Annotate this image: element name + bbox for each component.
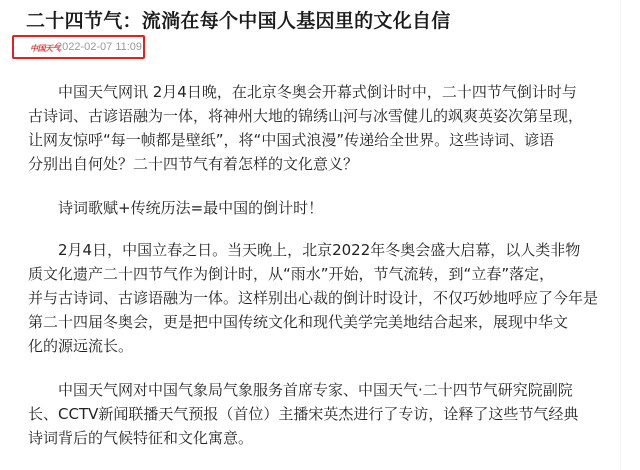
- paragraph-line: 长、CCTV新闻联播天气预报（首位）主播宋英杰进行了专访，诠释了这些节气经典: [28, 405, 579, 423]
- paragraph-line: 第二十四届冬奥会，更是把中国传统文化和现代美学完美地结合起来，展现中华文: [28, 313, 569, 331]
- article-paragraph: [28, 378, 603, 450]
- paragraph-line: 化的源远流长。: [28, 337, 134, 355]
- article-paragraph: [28, 238, 603, 358]
- paragraph-line: 古诗词、古谚语融为一体，将神州大地的锦绣山河与冰雪健儿的飒爽英姿次第呈现，: [28, 107, 584, 125]
- paragraph-line: 让网友惊呼“每一帧都是壁纸”，将“中国式浪漫”传递给全世界。这些诗词、谚语: [28, 131, 555, 149]
- article-paragraph: [28, 80, 603, 176]
- source-logo[interactable]: 中国天气: [30, 44, 60, 53]
- paragraph-line: 诗词背后的气候特征和文化寓意。: [28, 429, 254, 447]
- paragraph-line: 质文化遗产二十四节气作为倒计时，从“雨水”开始，节气流转，到“立春”落定，: [28, 265, 555, 283]
- paragraph-line: 并与古诗词、古谚语融为一体。这样别出心裁的倒计时设计，不仅巧妙地呼应了今年是: [28, 289, 599, 307]
- article-title: 二十四节气：流淌在每个中国人基因里的文化自信: [26, 10, 451, 32]
- paragraph-line: 中国天气网讯 2月4日晚，在北京冬奥会开幕式倒计时中，二十四节气倒计时与: [58, 83, 577, 101]
- page-edge-divider: [620, 0, 621, 470]
- paragraph-line: 诗词歌赋+传统历法=最中国的倒计时！: [58, 199, 324, 217]
- article-paragraph: [58, 196, 603, 220]
- paragraph-line: 2月4日，中国立春之日。当天晚上，北京2022年冬奥会盛大启幕，以人类非物: [58, 241, 581, 259]
- paragraph-line: 分别出自何处？二十四节气有着怎样的文化意义？: [28, 155, 359, 173]
- publish-date: 2022-02-07 11:09: [56, 41, 143, 53]
- paragraph-line: 中国天气网对中国气象局气象服务首席专家、中国天气·二十四节气研究院副院: [58, 381, 573, 399]
- article-meta-highlight: [12, 35, 145, 59]
